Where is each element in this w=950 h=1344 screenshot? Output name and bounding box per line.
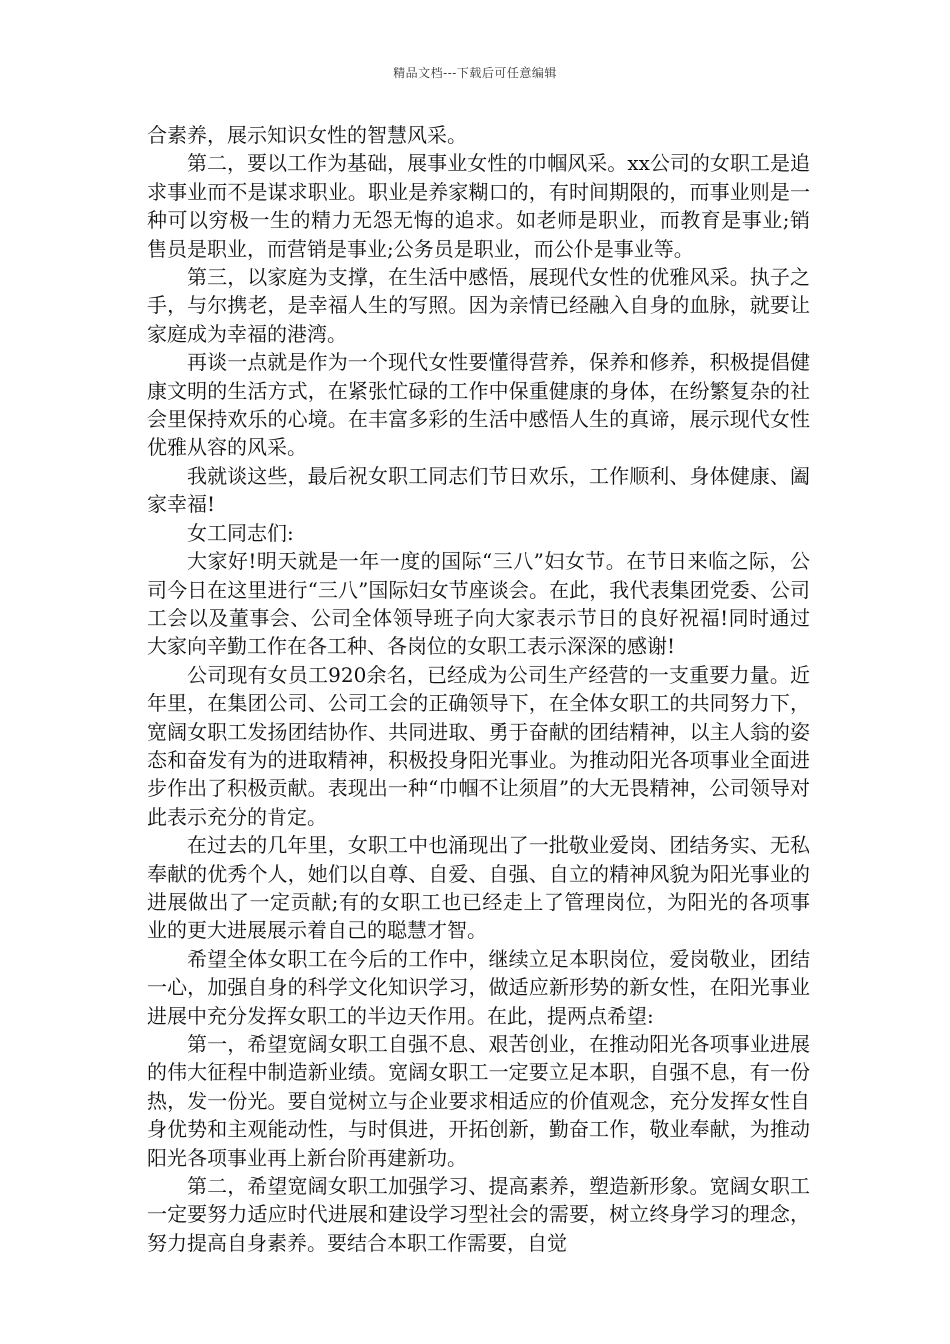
paragraph: 第一，希望宽阔女职工自强不息、艰苦创业，在推动阳光各项事业进展的伟大征程中制造新业绩。宽阔女职工一定要立足本职，自强不息，有一份热，发一份光。要自觉树立与企业要求相适应的价值观念，充分发挥女性自身优势和主观能动性，与时俱进，开拓创新，勤奋工作，敬业奉献，为推动阳光各项事业再上新台阶再建新功。 bbox=[147, 1032, 810, 1170]
paragraph: 公司现有女员工920余名，已经成为公司生产经营的一支重要力量。近年里，在集团公司、公司工会的正确领导下，在全体女职工的共同努力下，宽阔女职工发扬团结协作、共同进取、勇于奋献的团结精神，以主人翁的姿态和奋发有为的进取精神，积极投身阳光事业。为推动阳光各项事业全面进步作出了积极贡献。表现出一种“巾帼不让须眉”的大无畏精神，公司领导对此表示充分的肯定。 bbox=[147, 662, 810, 829]
paragraph: 第三，以家庭为支撑，在生活中感悟，展现代女性的优雅风采。执子之手，与尔携老，是幸福人生的写照。因为亲情已经融入自身的血脉，就要让家庭成为幸福的港湾。 bbox=[147, 265, 810, 346]
paragraph: 希望全体女职工在今后的工作中，继续立足本职岗位，爱岗敬业，团结一心，加强自身的科学文化知识学习，做适应新形势的新女性，在阳光事业进展中充分发挥女职工的半边天作用。在此，提两点希望: bbox=[147, 946, 810, 1028]
paragraph: 合素养，展示知识女性的智慧风采。 bbox=[147, 123, 467, 147]
paragraph: 女工同志们: bbox=[187, 520, 294, 545]
paragraph: 第二，要以工作为基础，展事业女性的巾帼风采。xx公司的女职工是追求事业而不是谋求职业。职业是养家糊口的，有时间期限的，而事业则是一种可以穷极一生的精力无怨无悔的追求。如老师是职业，而教育是事业;销售员是职业，而营销是事业;公务员是职业，而公仆是事业等。 bbox=[147, 151, 810, 261]
paragraph: 再谈一点就是作为一个现代女性要懂得营养，保养和修养，积极提倡健康文明的生活方式，在紧张忙碌的工作中保重健康的身体，在纷繁复杂的社会里保持欢乐的心境。在丰富多彩的生活中感悟人生的真谛，展示现代女性优雅从容的风采。 bbox=[147, 350, 810, 460]
paragraph: 大家好!明天就是一年一度的国际“三八”妇女节。在节日来临之际，公司今日在这里进行“三八”国际妇女节座谈会。在此，我代表集团党委、公司工会以及董事会、公司全体领导班子向大家表示节日的良好祝福!同时通过大家向辛勤工作在各工种、各岗位的女职工表示深深的感谢! bbox=[147, 549, 810, 659]
paragraph: 我就谈这些，最后祝女职工同志们节日欢乐，工作顺利、身体健康、阖家幸福! bbox=[147, 463, 810, 517]
document-body bbox=[147, 121, 810, 1257]
page-header: 精品文档---下载后可任意编辑 bbox=[393, 66, 557, 80]
paragraph: 在过去的几年里，女职工中也涌现出了一批敬业爱岗、团结务实、无私奉献的优秀个人，她们以自尊、自爱、自强、自立的精神风貌为阳光事业的进展做出了一定贡献;有的女职工也已经走上了管理岗位，为阳光的各项事业的更大进展展示着自己的聪慧才智。 bbox=[147, 833, 810, 943]
paragraph: 第二，希望宽阔女职工加强学习、提高素养，塑造新形象。宽阔女职工一定要努力适应时代进展和建设学习型社会的需要，树立终身学习的理念，努力提高自身素养。要结合本职工作需要，自觉 bbox=[147, 1174, 810, 1255]
